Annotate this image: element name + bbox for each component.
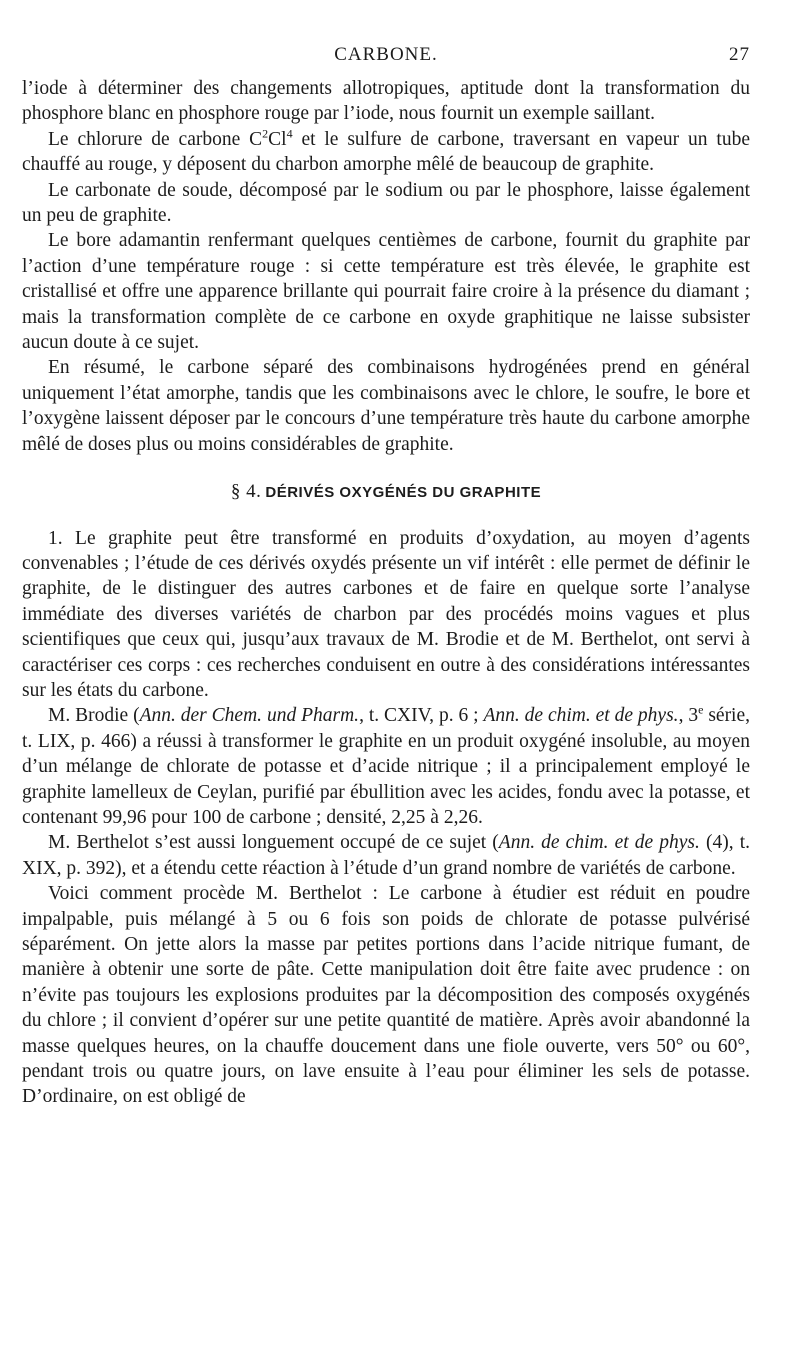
berthelot-citation: Ann. de chim. et de phys. [498, 832, 700, 854]
paragraph-chlorure [22, 127, 750, 178]
chlorure-text-c: et le sulfure de carbone, traversant en vapeur un tube chauffé au rouge, y déposent du charbon amorphe mêlé de beaucoup de graphite. [22, 128, 750, 176]
paragraph-iode: l’iode à déterminer des changements allotropiques, aptitude dont la transformation du phosphore blanc en phosphore rouge par l’iode, nous fournit un exemple saillant. [22, 78, 750, 125]
chlorure-sup-2: 4 [286, 126, 293, 141]
brodie-t2: , t. CXIV, p. 6 ; [359, 705, 484, 727]
chlorure-sup-1: 2 [262, 126, 269, 141]
brodie-citation-1: Ann. der Chem. und Pharm. [139, 705, 360, 727]
chlorure-text-a: Le chlorure de carbone C [48, 128, 263, 150]
brodie-sup: e [698, 702, 704, 717]
section-symbol: § 4. [230, 481, 262, 503]
paragraph-carbonate: Le carbonate de soude, décomposé par le sodium ou par le phosphore, laisse également un peu de graphite. [22, 179, 750, 227]
running-header [22, 44, 750, 70]
berthelot-t2: (4), t. XIX, p. 392), et a étendu cette réaction à l’étude d’un grand nombre de variétés de carbone. [22, 832, 750, 879]
brodie-t3: , 3 [678, 705, 699, 727]
section-heading [22, 479, 750, 505]
page-body [22, 76, 750, 1110]
brodie-citation-2: Ann. de chim. et de phys. [483, 705, 679, 727]
running-title: CARBONE. [334, 44, 438, 65]
brodie-t4: série, t. LIX, p. 466) a réussi à transformer le graphite en un produit oxygéné insoluble, au moyen d’un mélange de chlorate de potasse et d’acide nitrique ; il a principalement employé le graphite lamelleux de Ceylan, purifié par ébullition avec les acides, fondu avec la potasse, et contenant 99,96 pour 100 de carbone ; densité, 2,25 à 2,26. [22, 705, 751, 828]
berthelot-t1: M. Berthelot s’est aussi longuement occupé de ce sujet ( [48, 832, 499, 854]
paragraph-graphite [22, 526, 750, 704]
page-number: 27 [729, 44, 750, 65]
paragraph-voici: Voici comment procède M. Berthelot : Le carbone à étudier est réduit en poudre impalpable, puis mélangé à 5 ou 6 fois son poids de chlorate de potasse pulvérisé séparément. On jette alors la masse par petites portions dans l’acide nitrique fumant, de manière à obtenir une sorte de pâte. Cette manipulation doit être faite avec prudence : on n’évite pas toujours les explosions produites par la décomposition des composés oxygénés du chlore ; il convient d’opérer sur une petite quantité de matière. Après avoir abandonné la masse quelques heures, on la chauffe doucement dans une fiole ouverte, vers 50° ou 60°, pendant trois ou quatre jours, on lave ensuite à l’eau pour éliminer les sels de potasse. D’ordinaire, on est obligé de [22, 883, 750, 1108]
chlorure-text-b: Cl [268, 128, 287, 150]
paragraph-brodie [22, 703, 750, 830]
paragraph-bore: Le bore adamantin renfermant quelques centièmes de carbone, fournit du graphite par l’action d’une température rouge : si cette température est très élevée, le graphite est cristallisé et offre une apparence brillante qui pourrait faire croire à la présence du diamant ; mais la transformation complète de ce carbone en oxyde graphitique ne laisse subsister aucun doute à ce sujet. [22, 230, 750, 354]
paragraph-berthelot [22, 830, 750, 881]
graphite-text: Le graphite peut être transformé en produits d’oxydation, au moyen d’agents convenables ; l’étude de ces dérivés oxydés présente un vif intérêt : elle permet de définir le graphite, de le distinguer des autres carbones et de faire en quelque sorte l’analyse immédiate des diverses variétés de charbon par des procédés moins vagues et plus scientifiques que ceux qui, jusqu’aux travaux de M. Brodie et de M. Berthelot, ont servi à caractériser ces corps : ces recherches conduisent en outre à des considérations intéressantes sur les états du carbone. [22, 527, 750, 701]
paragraph-number: 1. [48, 527, 63, 549]
paragraph-resume: En résumé, le carbone séparé des combinaisons hydrogénées prend en général uniquement l’état amorphe, tandis que les combinaisons avec le chlore, le soufre, le bore et l’oxygène laissent déposer par le concours d’une température très haute du carbone amorphe mêlé de doses plus ou moins considérables de graphite. [22, 357, 750, 455]
brodie-t1: M. Brodie ( [48, 705, 140, 727]
section-title: DÉRIVÉS OXYGÉNÉS DU GRAPHITE [265, 484, 542, 502]
